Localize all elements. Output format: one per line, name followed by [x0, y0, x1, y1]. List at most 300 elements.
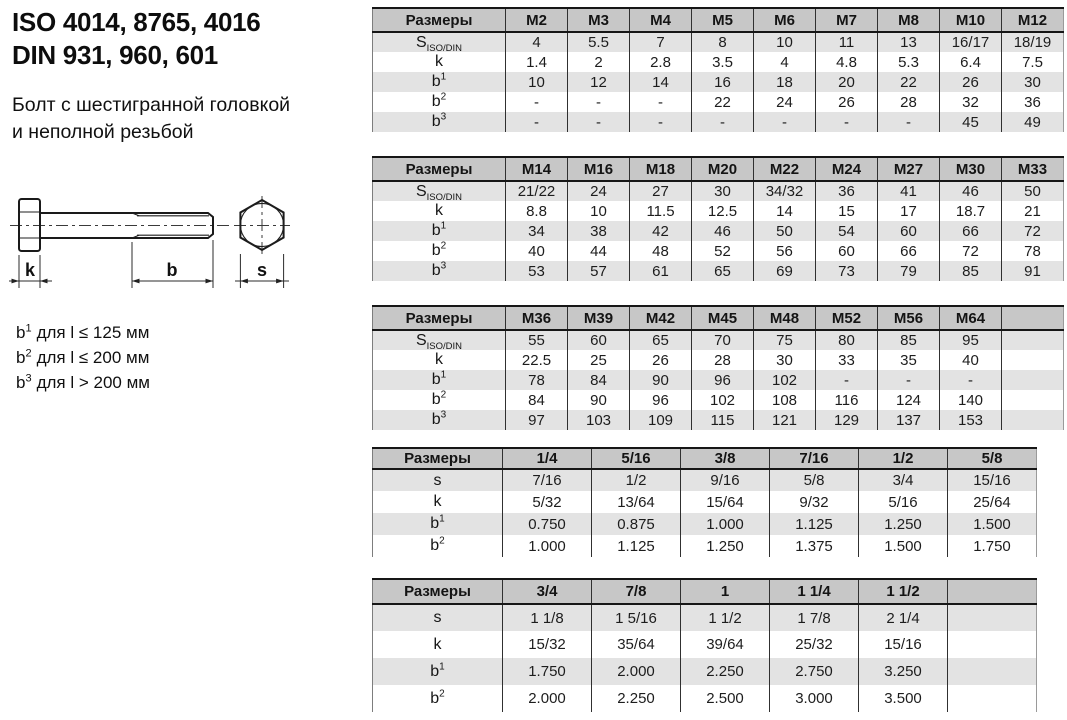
header-row [373, 8, 1064, 32]
value-cell: - [878, 112, 940, 132]
value-cell: 11 [816, 32, 878, 52]
dimension-k [9, 255, 52, 288]
size-column-header: M36 [506, 306, 568, 330]
value-cell: 40 [506, 241, 568, 261]
value-cell: 78 [1002, 241, 1064, 261]
size-column-header: 3/4 [503, 579, 592, 604]
table-row [373, 370, 1064, 390]
dimension-table-4 [372, 447, 1037, 557]
value-cell: 1 1/2 [681, 604, 770, 631]
value-cell: 103 [568, 410, 630, 430]
row-label: $b^1$ [431, 72, 447, 90]
value-cell: 60 [878, 221, 940, 241]
dim-label-k: k [24, 260, 36, 280]
dim-label-b: b [166, 260, 178, 280]
value-cell: 116 [816, 390, 878, 410]
value-cell: 3.500 [859, 685, 948, 712]
value-cell: 40 [940, 350, 1002, 370]
value-cell: 4.8 [816, 52, 878, 72]
value-cell: 1.750 [503, 658, 592, 685]
value-cell: 49 [1002, 112, 1064, 132]
row-label: $b^1$ [430, 513, 445, 532]
value-cell: 53 [506, 261, 568, 281]
value-cell: 95 [940, 330, 1002, 350]
value-cell: - [754, 112, 816, 132]
size-column-header: M10 [940, 8, 1002, 32]
value-cell: 26 [630, 350, 692, 370]
value-cell: 2.250 [592, 685, 681, 712]
value-cell: 41 [878, 181, 940, 201]
table-row [373, 241, 1064, 261]
value-cell: 10 [506, 72, 568, 92]
value-cell: 35/64 [592, 631, 681, 658]
value-cell: 16 [692, 72, 754, 92]
value-cell: 72 [940, 241, 1002, 261]
row-label: k [435, 53, 443, 70]
value-cell: 9/16 [681, 469, 770, 491]
value-cell: 26 [816, 92, 878, 112]
size-column-header: 1/2 [859, 448, 948, 469]
value-cell [1002, 350, 1064, 370]
note-b2: $b^2$ для l ≤ 200 мм [16, 347, 150, 367]
value-cell: 1 1/8 [503, 604, 592, 631]
dim-label-s: s [256, 260, 268, 280]
value-cell: 1.4 [506, 52, 568, 72]
value-cell: 21/22 [506, 181, 568, 201]
value-cell: 137 [878, 410, 940, 430]
value-cell: 25 [568, 350, 630, 370]
value-cell: 28 [692, 350, 754, 370]
dimension-table-3 [372, 305, 1064, 430]
value-cell: 18 [754, 72, 816, 92]
value-cell: 1.500 [948, 513, 1037, 535]
value-cell: 54 [816, 221, 878, 241]
value-cell: 52 [692, 241, 754, 261]
value-cell: 97 [506, 410, 568, 430]
note-b3: $b^3$ для l > 200 мм [16, 372, 150, 392]
size-column-header: 1 1/4 [770, 579, 859, 604]
value-cell: 124 [878, 390, 940, 410]
value-cell: 25/64 [948, 491, 1037, 513]
value-cell: 115 [692, 410, 754, 430]
row-label: k [435, 202, 443, 219]
size-column-header: M30 [940, 157, 1002, 181]
value-cell: 33 [816, 350, 878, 370]
size-column-header: M16 [568, 157, 630, 181]
value-cell: - [568, 112, 630, 132]
size-column-header [948, 579, 1037, 604]
row-label: $b^2$ [431, 390, 447, 408]
dimension-table-2 [372, 156, 1064, 281]
value-cell: 1.125 [770, 513, 859, 535]
value-cell: 46 [692, 221, 754, 241]
value-cell: 6.4 [940, 52, 1002, 72]
value-cell: - [630, 112, 692, 132]
value-cell: - [506, 112, 568, 132]
value-cell: 10 [754, 32, 816, 52]
row-label: $b^3$ [431, 410, 447, 428]
value-cell: 9/32 [770, 491, 859, 513]
value-cell: 17 [878, 201, 940, 221]
value-cell: 109 [630, 410, 692, 430]
value-cell: 24 [568, 181, 630, 201]
value-cell: 18.7 [940, 201, 1002, 221]
value-cell: 3/4 [859, 469, 948, 491]
value-cell [948, 658, 1037, 685]
value-cell: 96 [630, 390, 692, 410]
size-column-header: M42 [630, 306, 692, 330]
header-row [373, 306, 1064, 330]
value-cell [948, 685, 1037, 712]
value-cell: 26 [940, 72, 1002, 92]
size-column-header: 7/8 [592, 579, 681, 604]
value-cell: 153 [940, 410, 1002, 430]
value-cell: 5.5 [568, 32, 630, 52]
dimension-table-5 [372, 578, 1037, 712]
value-cell: 3.5 [692, 52, 754, 72]
sizes-header: Размеры [373, 448, 503, 469]
value-cell: 13 [878, 32, 940, 52]
sizes-header: Размеры [373, 306, 506, 330]
value-cell: 1.000 [503, 535, 592, 557]
value-cell: 7/16 [503, 469, 592, 491]
value-cell: 65 [692, 261, 754, 281]
dimension-table-grid [372, 447, 1037, 557]
value-cell: 3.000 [770, 685, 859, 712]
table-row [373, 535, 1037, 557]
bolt-technical-drawing [8, 188, 328, 303]
value-cell: 36 [1002, 92, 1064, 112]
table-row [373, 491, 1037, 513]
size-column-header: M5 [692, 8, 754, 32]
value-cell: 15/64 [681, 491, 770, 513]
value-cell: 1.000 [681, 513, 770, 535]
row-label: $b^2$ [431, 241, 447, 259]
size-column-header: 1 [681, 579, 770, 604]
value-cell: 24 [754, 92, 816, 112]
size-column-header: M22 [754, 157, 816, 181]
page-title [12, 6, 260, 72]
sizes-header: Размеры [373, 579, 503, 604]
value-cell: 42 [630, 221, 692, 241]
value-cell: 61 [630, 261, 692, 281]
row-label: $S_{ISO/DIN}$ [415, 331, 463, 350]
row-label: $b^1$ [430, 661, 445, 680]
value-cell: 28 [878, 92, 940, 112]
value-cell: 5/32 [503, 491, 592, 513]
value-cell: 78 [506, 370, 568, 390]
value-cell: 4 [506, 32, 568, 52]
value-cell: 15/16 [859, 631, 948, 658]
table-row [373, 330, 1064, 350]
value-cell: - [692, 112, 754, 132]
value-cell: 1.250 [859, 513, 948, 535]
value-cell: 21 [1002, 201, 1064, 221]
value-cell: 140 [940, 390, 1002, 410]
value-cell: 70 [692, 330, 754, 350]
size-column-header: 1/4 [503, 448, 592, 469]
value-cell [1002, 390, 1064, 410]
size-column-header: M48 [754, 306, 816, 330]
dimension-b [132, 240, 213, 288]
value-cell: 18/19 [1002, 32, 1064, 52]
value-cell: 15/16 [948, 469, 1037, 491]
header-row [373, 448, 1037, 469]
value-cell: 55 [506, 330, 568, 350]
value-cell: 30 [692, 181, 754, 201]
value-cell: 34 [506, 221, 568, 241]
value-cell: 79 [878, 261, 940, 281]
size-column-header: 7/16 [770, 448, 859, 469]
value-cell: 12 [568, 72, 630, 92]
value-cell: 15 [816, 201, 878, 221]
table-row [373, 631, 1037, 658]
row-label: s [433, 471, 442, 489]
value-cell: - [940, 370, 1002, 390]
value-cell: 1 5/16 [592, 604, 681, 631]
header-row [373, 579, 1037, 604]
size-column-header: M64 [940, 306, 1002, 330]
size-column-header: M18 [630, 157, 692, 181]
page-subtitle: Болт с шестигранной головкой и неполной резьбой [12, 94, 291, 143]
header-row [373, 157, 1064, 181]
value-cell: 35 [878, 350, 940, 370]
row-label: $S_{ISO/DIN}$ [415, 182, 463, 201]
value-cell: 2.750 [770, 658, 859, 685]
size-column-header: M6 [754, 8, 816, 32]
table-row [373, 221, 1064, 241]
value-cell: 50 [754, 221, 816, 241]
value-cell: 16/17 [940, 32, 1002, 52]
size-column-header: M33 [1002, 157, 1064, 181]
value-cell: 22 [692, 92, 754, 112]
size-column-header: M2 [506, 8, 568, 32]
value-cell [948, 604, 1037, 631]
value-cell: 48 [630, 241, 692, 261]
row-label: $b^3$ [431, 261, 447, 279]
row-label: $b^2$ [430, 535, 445, 554]
value-cell: 72 [1002, 221, 1064, 241]
value-cell: 75 [754, 330, 816, 350]
value-cell: 73 [816, 261, 878, 281]
value-cell: 1/2 [592, 469, 681, 491]
value-cell: 56 [754, 241, 816, 261]
row-label: $b^3$ [431, 112, 447, 130]
value-cell: 14 [754, 201, 816, 221]
value-cell [1002, 410, 1064, 430]
value-cell: 2.000 [592, 658, 681, 685]
value-cell [948, 631, 1037, 658]
value-cell: 4 [754, 52, 816, 72]
row-label: $S_{ISO/DIN}$ [415, 33, 463, 52]
value-cell: 14 [630, 72, 692, 92]
value-cell: 102 [692, 390, 754, 410]
title-iso: ISO 4014, 8765, 4016 [12, 7, 261, 37]
size-column-header: M52 [816, 306, 878, 330]
value-cell: - [878, 370, 940, 390]
table-row [373, 469, 1037, 491]
value-cell: 2.250 [681, 658, 770, 685]
dimension-table-grid [372, 7, 1064, 132]
dimension-table-1 [372, 7, 1064, 132]
value-cell: 57 [568, 261, 630, 281]
value-cell: 30 [1002, 72, 1064, 92]
value-cell: 32 [940, 92, 1002, 112]
thread-length-notes [16, 320, 150, 395]
size-column-header [1002, 306, 1064, 330]
dimension-s [235, 254, 289, 288]
value-cell: 25/32 [770, 631, 859, 658]
value-cell: - [816, 370, 878, 390]
value-cell: 66 [940, 221, 1002, 241]
value-cell: 129 [816, 410, 878, 430]
table-row [373, 52, 1064, 72]
value-cell: 13/64 [592, 491, 681, 513]
value-cell: 90 [630, 370, 692, 390]
value-cell: - [568, 92, 630, 112]
size-column-header: 1 1/2 [859, 579, 948, 604]
value-cell: 91 [1002, 261, 1064, 281]
value-cell: 1.375 [770, 535, 859, 557]
value-cell: 2.000 [503, 685, 592, 712]
value-cell: 85 [940, 261, 1002, 281]
value-cell: 108 [754, 390, 816, 410]
size-column-header: M12 [1002, 8, 1064, 32]
value-cell: 11.5 [630, 201, 692, 221]
row-label: k [433, 635, 442, 653]
value-cell [1002, 330, 1064, 350]
value-cell: 30 [754, 350, 816, 370]
value-cell: 50 [1002, 181, 1064, 201]
value-cell: 60 [568, 330, 630, 350]
value-cell: 0.750 [503, 513, 592, 535]
value-cell: 1.125 [592, 535, 681, 557]
table-row [373, 350, 1064, 370]
size-column-header: M39 [568, 306, 630, 330]
size-column-header: M20 [692, 157, 754, 181]
table-row [373, 685, 1037, 712]
table-row [373, 92, 1064, 112]
value-cell: 90 [568, 390, 630, 410]
value-cell: 0.875 [592, 513, 681, 535]
value-cell: 2.500 [681, 685, 770, 712]
sizes-header: Размеры [373, 157, 506, 181]
value-cell: 7 [630, 32, 692, 52]
value-cell: - [816, 112, 878, 132]
table-row [373, 658, 1037, 685]
value-cell: 8.8 [506, 201, 568, 221]
value-cell: 1.500 [859, 535, 948, 557]
value-cell: 12.5 [692, 201, 754, 221]
value-cell: 69 [754, 261, 816, 281]
value-cell: 5/16 [859, 491, 948, 513]
row-label: $b^1$ [431, 221, 447, 239]
size-column-header: 5/8 [948, 448, 1037, 469]
size-column-header: 3/8 [681, 448, 770, 469]
value-cell: 5/8 [770, 469, 859, 491]
table-row [373, 604, 1037, 631]
value-cell: 121 [754, 410, 816, 430]
value-cell: 80 [816, 330, 878, 350]
row-label: k [433, 493, 442, 510]
value-cell: 22 [878, 72, 940, 92]
table-row [373, 72, 1064, 92]
table-row [373, 390, 1064, 410]
size-column-header: M7 [816, 8, 878, 32]
value-cell: 20 [816, 72, 878, 92]
value-cell: 45 [940, 112, 1002, 132]
size-column-header: M14 [506, 157, 568, 181]
row-label: s [433, 609, 442, 626]
value-cell: 27 [630, 181, 692, 201]
table-row [373, 410, 1064, 430]
value-cell: 2.8 [630, 52, 692, 72]
value-cell: 96 [692, 370, 754, 390]
dimension-table-grid [372, 305, 1064, 430]
value-cell: 65 [630, 330, 692, 350]
value-cell: 102 [754, 370, 816, 390]
value-cell: 66 [878, 241, 940, 261]
size-column-header: 5/16 [592, 448, 681, 469]
size-column-header: M3 [568, 8, 630, 32]
table-row [373, 513, 1037, 535]
value-cell: 7.5 [1002, 52, 1064, 72]
size-column-header: M27 [878, 157, 940, 181]
table-row [373, 112, 1064, 132]
value-cell: 84 [506, 390, 568, 410]
value-cell: 8 [692, 32, 754, 52]
table-row [373, 32, 1064, 52]
size-column-header: M8 [878, 8, 940, 32]
size-column-header: M24 [816, 157, 878, 181]
value-cell: 2 [568, 52, 630, 72]
size-column-header: M4 [630, 8, 692, 32]
value-cell: 46 [940, 181, 1002, 201]
row-label: $b^2$ [431, 92, 447, 110]
value-cell: 10 [568, 201, 630, 221]
value-cell: - [630, 92, 692, 112]
row-label: $b^2$ [430, 688, 445, 707]
value-cell: 1.250 [681, 535, 770, 557]
sizes-header: Размеры [373, 8, 506, 32]
value-cell: 38 [568, 221, 630, 241]
table-row [373, 181, 1064, 201]
size-column-header: M56 [878, 306, 940, 330]
size-column-header: M45 [692, 306, 754, 330]
value-cell: 2 1/4 [859, 604, 948, 631]
value-cell: 36 [816, 181, 878, 201]
table-row [373, 201, 1064, 221]
value-cell: 39/64 [681, 631, 770, 658]
dimension-table-grid [372, 156, 1064, 281]
value-cell: 60 [816, 241, 878, 261]
value-cell [1002, 370, 1064, 390]
row-label: k [435, 351, 443, 368]
value-cell: 22.5 [506, 350, 568, 370]
dimension-table-grid [372, 578, 1037, 712]
value-cell: 1.750 [948, 535, 1037, 557]
table-row [373, 261, 1064, 281]
value-cell: 34/32 [754, 181, 816, 201]
row-label: $b^1$ [431, 370, 447, 388]
value-cell: 3.250 [859, 658, 948, 685]
value-cell: 84 [568, 370, 630, 390]
value-cell: 85 [878, 330, 940, 350]
title-din: DIN 931, 960, 601 [12, 40, 218, 70]
value-cell: 5.3 [878, 52, 940, 72]
value-cell: - [506, 92, 568, 112]
value-cell: 1 7/8 [770, 604, 859, 631]
